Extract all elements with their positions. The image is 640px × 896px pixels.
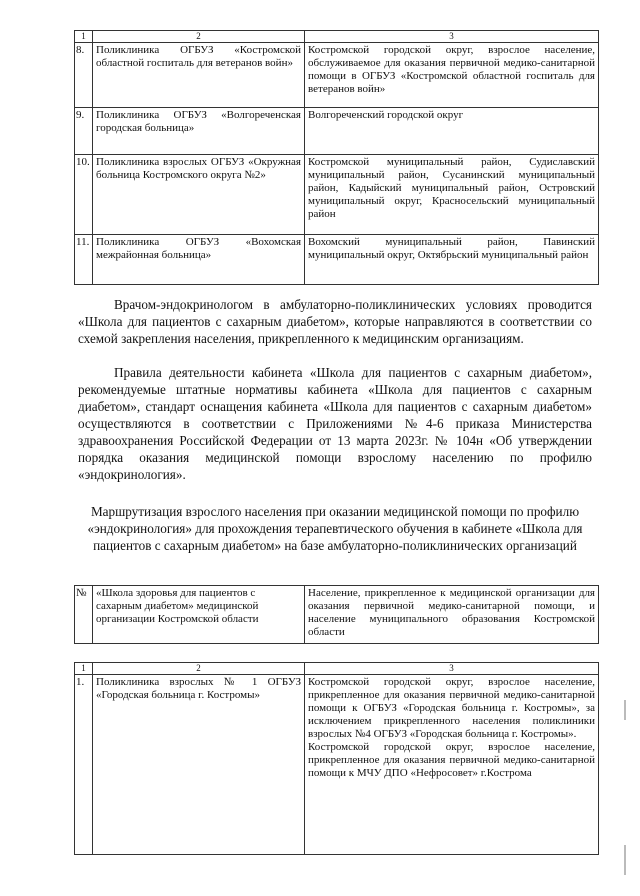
- row-number: 10.: [75, 155, 93, 235]
- row-number: 8.: [75, 43, 93, 108]
- row-number: 11.: [75, 235, 93, 285]
- table-header-row: [75, 663, 599, 675]
- clinic-name: Поликлиника взрослых № 1 ОГБУЗ «Городская больница г. Костромы»: [93, 675, 305, 855]
- section-heading: Маршрутизация взрослого населения при оказании медицинской помощи по профилю «эндокринология» для прохождения терапевтического обучения в кабинете «Школа для пациентов с сахарным диабетом» на базе амбулаторно-поликлинических организаций: [87, 504, 583, 553]
- table-row: [75, 108, 599, 155]
- paragraph-school-intro: Врачом-эндокринологом в амбулаторно-поликлинических условиях проводится «Школа для пациентов с сахарным диабетом», которые направляются в соответствии со схемой закрепления населения, прикрепленного к медицинским организациям.: [78, 297, 592, 346]
- header-cell: 2: [93, 663, 305, 675]
- col-school: «Школа здоровья для пациентов с сахарным диабетом» медицинской организации Костромской области: [93, 586, 305, 644]
- table-row: [75, 43, 599, 108]
- service-area-part: Костромской городской округ, взрослое население, прикрепленное для оказания первичной медико-санитарной помощи к ОГБУЗ «Городская больница г. Костромы», за исключением прикрепленного населения поликлиники взрослых №4 ОГБУЗ «Городская больница г. Костромы».: [308, 676, 595, 740]
- header-cell: 1: [75, 31, 93, 43]
- service-area: [305, 675, 599, 855]
- table-row: [75, 675, 599, 855]
- header-cell: 2: [93, 31, 305, 43]
- service-area: Волгореченский городской округ: [305, 108, 599, 155]
- routing-table-continued: [74, 30, 599, 285]
- clinic-name: Поликлиника ОГБУЗ «Костромской областной госпиталь для ветеранов войн»: [93, 43, 305, 108]
- school-routing-table: [74, 662, 599, 855]
- table-row: [75, 155, 599, 235]
- service-area-part: Костромской городской округ, взрослое население, прикрепленное для оказания первичной медико-санитарной помощи к МЧУ ДПО «Нефросовет» г.Кострома: [308, 741, 595, 779]
- row-number: 1.: [75, 675, 93, 855]
- row-number: 9.: [75, 108, 93, 155]
- scan-edge-mark: [624, 845, 626, 875]
- header-cell: 3: [305, 663, 599, 675]
- header-cell: 1: [75, 663, 93, 675]
- header-cell: 3: [305, 31, 599, 43]
- clinic-name: Поликлиника ОГБУЗ «Волгореченская городская больница»: [93, 108, 305, 155]
- clinic-name: Поликлиника ОГБУЗ «Вохомская межрайонная больница»: [93, 235, 305, 285]
- service-area: Вохомский муниципальный район, Павинский муниципальный округ, Октябрьский муниципальный район: [305, 235, 599, 285]
- service-area: Костромской городской округ, взрослое население, обслуживаемое для оказания первичной медико-санитарной помощи в ОГБУЗ «Костромской областной госпиталь для ветеранов войн»: [305, 43, 599, 108]
- scan-edge-mark: [624, 700, 626, 720]
- table-row: [75, 586, 599, 644]
- col-population: Население, прикрепленное к медицинской организации для оказания первичной медико-санитарной помощи, и население муниципального образования Костромской области: [305, 586, 599, 644]
- table-row: [75, 235, 599, 285]
- clinic-name: Поликлиника взрослых ОГБУЗ «Окружная больница Костромского округа №2»: [93, 155, 305, 235]
- col-number: №: [75, 586, 93, 644]
- service-area: Костромской муниципальный район, Судиславский муниципальный район, Сусанинский муниципальный район, Кадыйский муниципальный район, Островский муниципальный округ, Красносельский муниципальный район: [305, 155, 599, 235]
- paragraph-regulations: Правила деятельности кабинета «Школа для пациентов с сахарным диабетом», рекомендуемые штатные нормативы кабинета «Школа для пациентов с сахарным диабетом», стандарт оснащения кабинета «Школа для пациентов с сахарным диабетом» осуществляются в соответствии с Приложениями №4-6 приказа Министерства здравоохранения Российской Федерации от 13 марта 2023г. № 104н «Об утверждении порядка оказания медицинской помощи взрослому населению по профилю «эндокринология».: [78, 365, 592, 482]
- school-table-header: [74, 585, 599, 644]
- table-header-row: [75, 31, 599, 43]
